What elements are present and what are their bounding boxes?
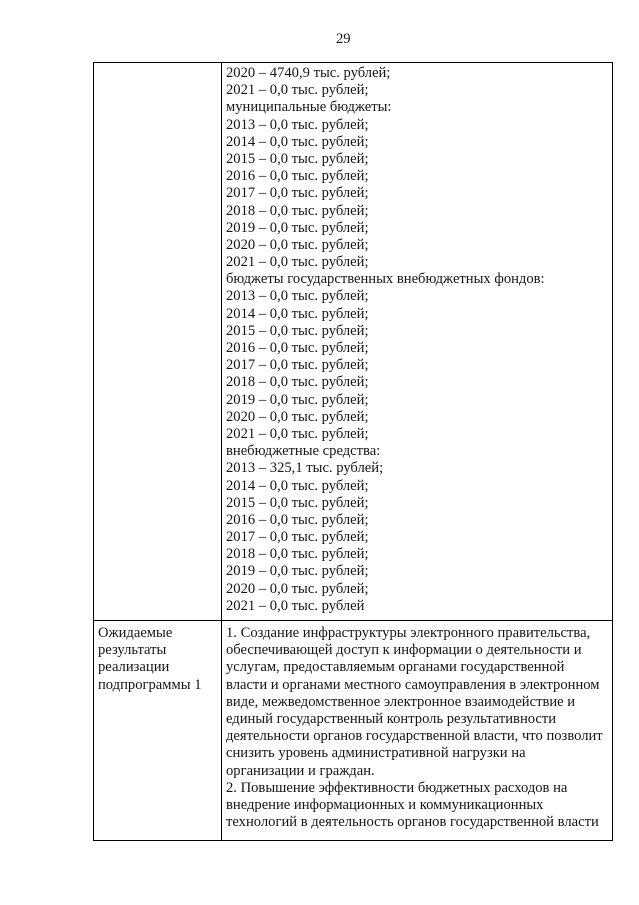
funding-line: 2021 – 0,0 тыс. рублей [226, 597, 365, 614]
row-label-line: подпрограммы 1 [98, 676, 202, 693]
funding-line: 2017 – 0,0 тыс. рублей; [226, 185, 369, 202]
funding-line: 2013 – 325,1 тыс. рублей; [226, 460, 384, 477]
result-text-line: власти и органами местного самоуправления в электронном [226, 676, 600, 693]
funding-line: 2021 – 0,0 тыс. рублей; [226, 254, 369, 271]
funding-line: 2018 – 0,0 тыс. рублей; [226, 546, 369, 563]
funding-section-heading: муниципальные бюджеты: [226, 99, 392, 116]
result-text-line: обеспечивающей доступ к информации о деятельности и [226, 642, 582, 659]
funding-line: 2018 – 0,0 тыс. рублей; [226, 374, 369, 391]
funding-section-heading: бюджеты государственных внебюджетных фондов: [226, 271, 545, 288]
funding-line: 2016 – 0,0 тыс. рублей; [226, 340, 369, 356]
funding-line: 2015 – 0,0 тыс. рублей; [226, 322, 369, 339]
funding-line: 2015 – 0,0 тыс. рублей; [226, 150, 369, 167]
funding-line: 2014 – 0,0 тыс. рублей; [226, 477, 369, 494]
result-text-line: единый государственный контроль результативности [226, 710, 557, 727]
result-text-line: технологий в деятельность органов государственной власти [226, 814, 599, 831]
result-text-line: организации и граждан. [226, 762, 375, 779]
funding-amounts-cell [226, 65, 610, 617]
result-text-line: снизить уровень административной нагрузки на [226, 745, 526, 762]
result-text-line: 2. Повышение эффективности бюджетных расходов на [226, 779, 568, 796]
row-label-line: результаты [98, 642, 167, 659]
result-text-line: деятельности органов государственной власти, что позволит [226, 728, 603, 745]
funding-section-heading: внебюджетные средства: [226, 443, 381, 460]
funding-line: 2017 – 0,0 тыс. рублей; [226, 529, 369, 546]
subprogram-passport-table [93, 62, 613, 841]
funding-line: 2021 – 0,0 тыс. рублей; [226, 82, 369, 99]
result-text-line: виде, межведомственное электронное взаимодействие и [226, 693, 576, 710]
row-label-line: реализации [98, 659, 170, 676]
funding-line: 2015 – 0,0 тыс. рублей; [226, 494, 369, 511]
funding-line: 2020 – 0,0 тыс. рублей; [226, 408, 369, 425]
funding-line: 2019 – 0,0 тыс. рублей; [226, 563, 369, 580]
funding-label-cell [98, 65, 218, 615]
funding-line: 2014 – 0,0 тыс. рублей; [226, 133, 369, 150]
row-divider [94, 620, 612, 621]
funding-line: 2020 – 0,0 тыс. рублей; [226, 236, 369, 253]
result-text-line: внедрение информационных и коммуникационных [226, 796, 544, 813]
expected-results-label-cell [98, 625, 218, 835]
funding-line: 2021 – 0,0 тыс. рублей; [226, 425, 369, 442]
funding-line: 2016 – 0,0 тыс. рублей; [226, 511, 369, 528]
funding-line: 2018 – 0,0 тыс. рублей; [226, 202, 369, 219]
expected-results-cell [226, 625, 610, 837]
funding-line: 2020 – 0,0 тыс. рублей; [226, 580, 369, 597]
result-text-line: 1. Создание инфраструктуры электронного правительства, [226, 625, 591, 641]
funding-line: 2019 – 0,0 тыс. рублей; [226, 391, 369, 408]
funding-line: 2017 – 0,0 тыс. рублей; [226, 357, 369, 374]
funding-line: 2014 – 0,0 тыс. рублей; [226, 305, 369, 322]
row-label-line: Ожидаемые [98, 625, 173, 641]
funding-line: 2013 – 0,0 тыс. рублей; [226, 288, 369, 305]
column-divider [221, 63, 222, 840]
page-number: 29 [336, 31, 351, 47]
funding-line: 2016 – 0,0 тыс. рублей; [226, 168, 369, 185]
funding-line: 2013 – 0,0 тыс. рублей; [226, 116, 369, 133]
result-text-line: услугам, предоставляемым органами государственной [226, 659, 565, 676]
funding-line: 2019 – 0,0 тыс. рублей; [226, 219, 369, 236]
funding-line: 2020 – 4740,9 тыс. рублей; [226, 65, 391, 81]
